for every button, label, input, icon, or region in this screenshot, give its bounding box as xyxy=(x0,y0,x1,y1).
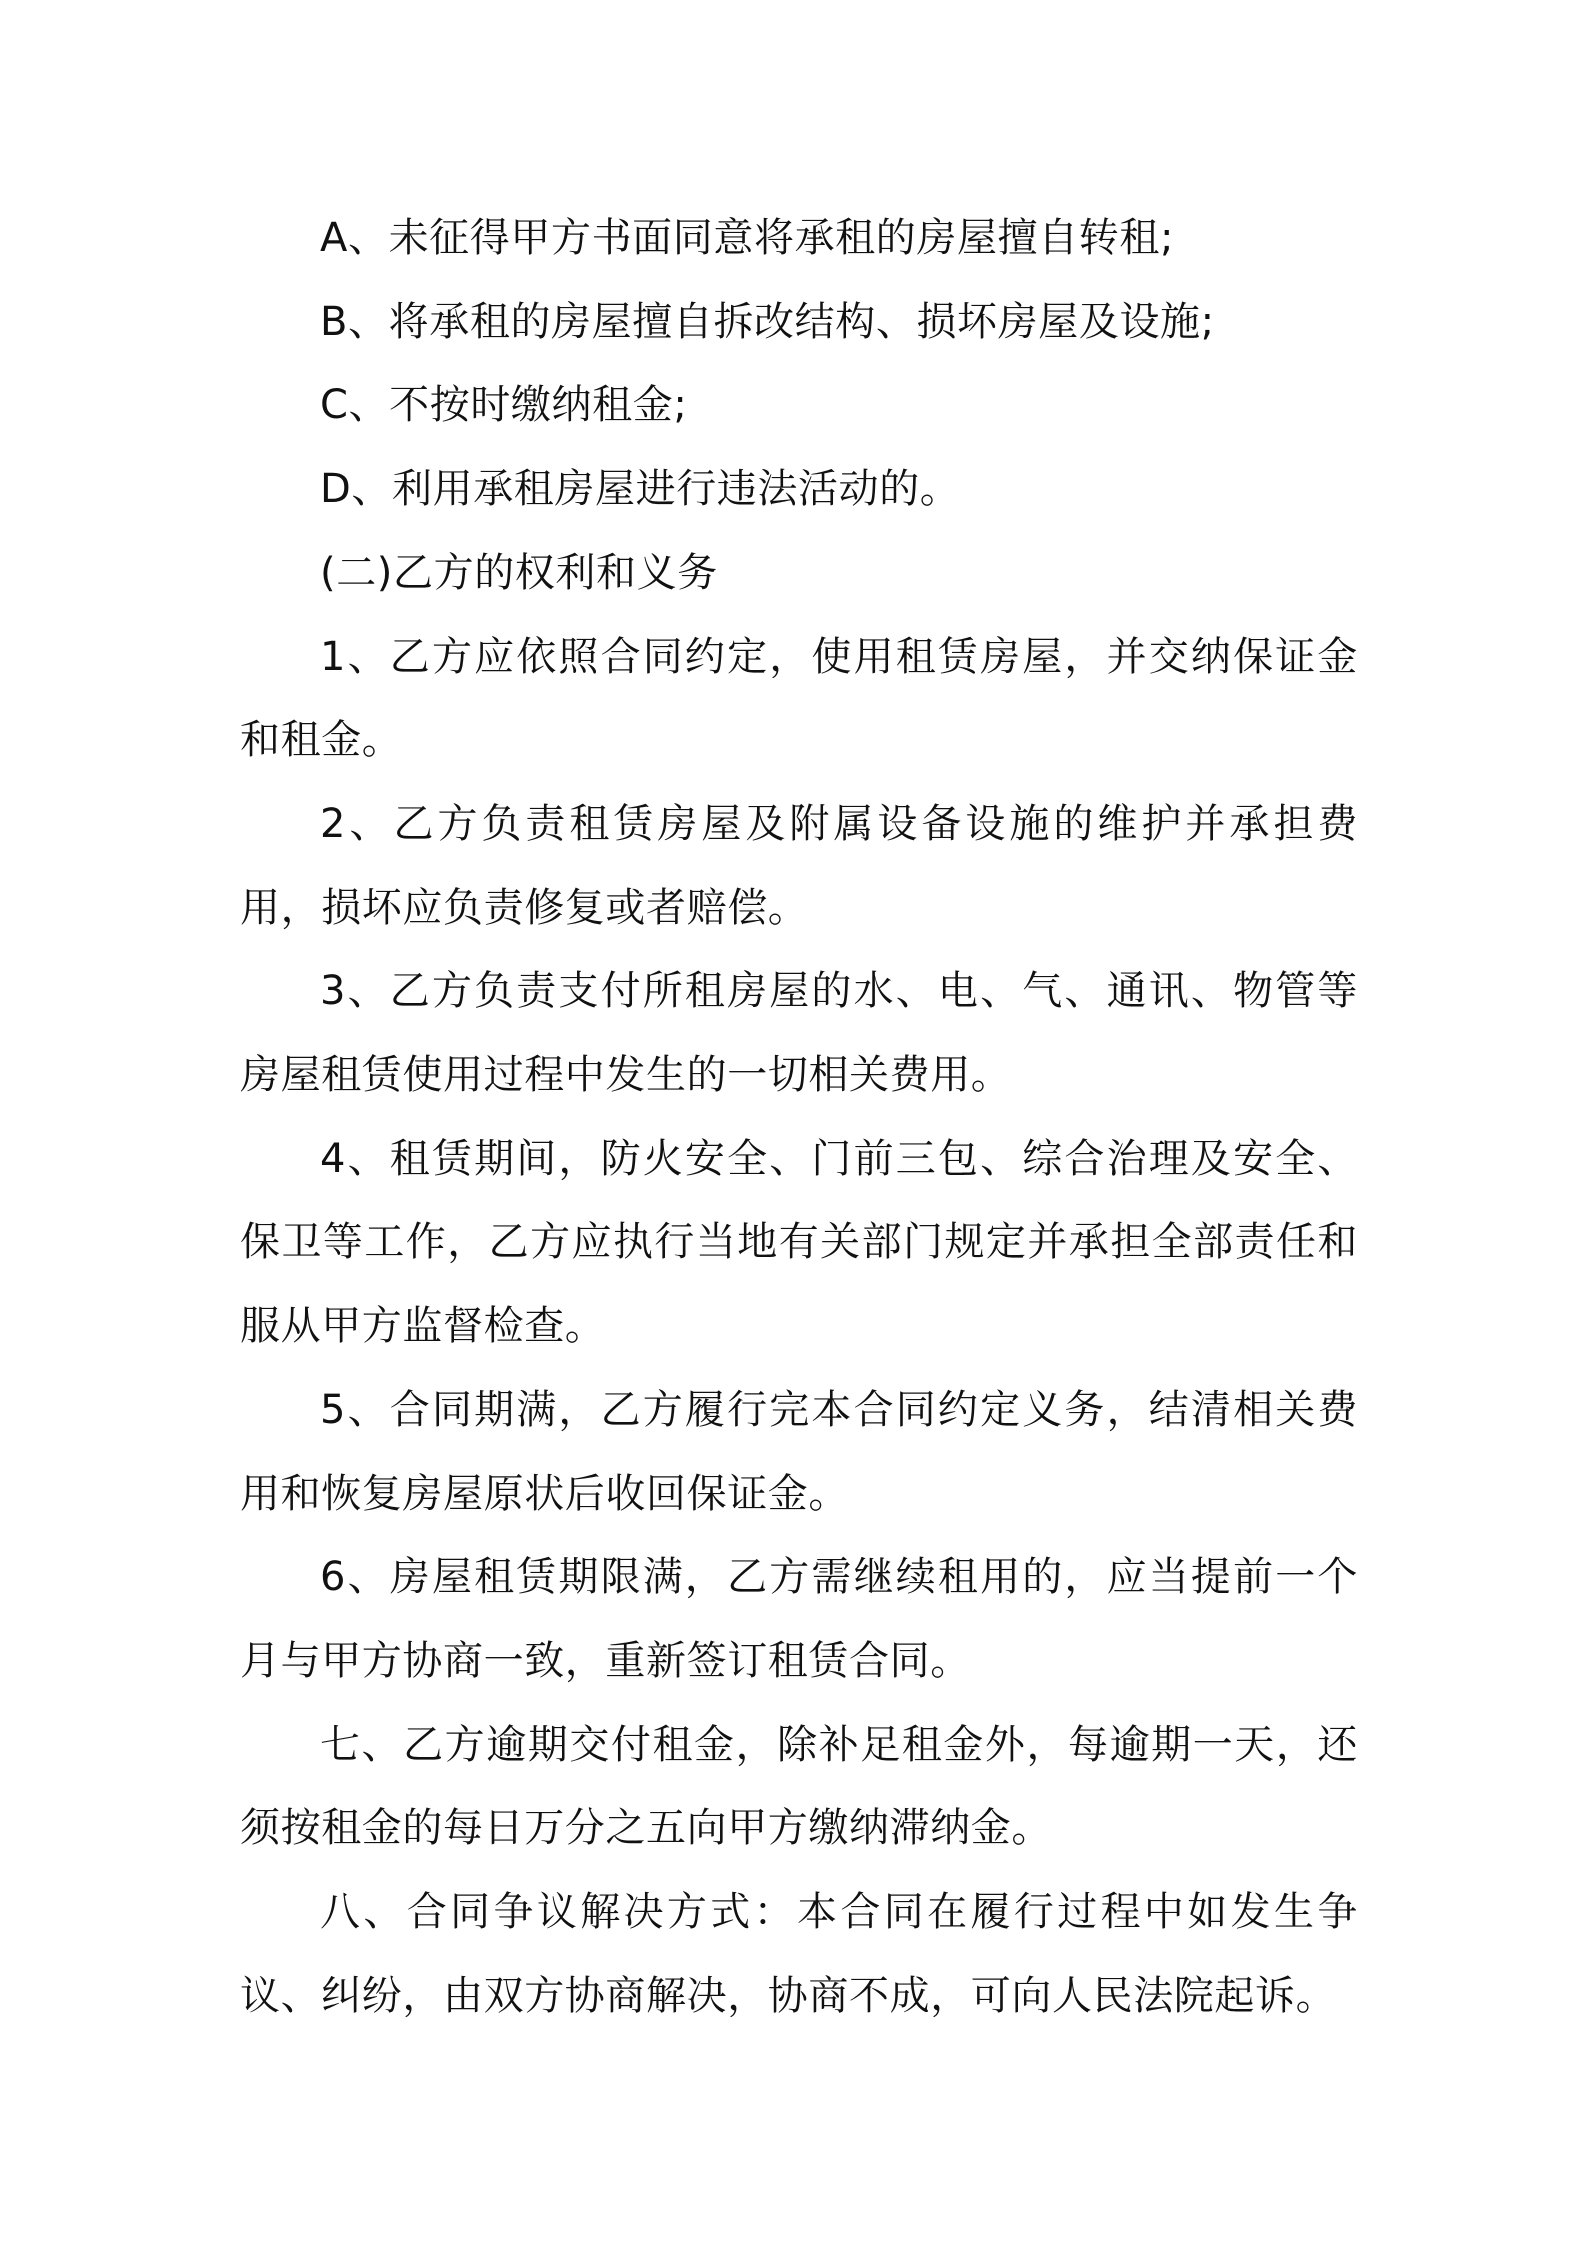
clause-eight: 八、合同争议解决方式：本合同在履行过程中如发生争议、纠纷，由双方协商解决，协商不成，可向人民法院起诉。 xyxy=(240,1889,1358,2019)
clause-4: 4、租赁期间，防火安全、门前三包、综合治理及安全、保卫等工作，乙方应执行当地有关部门规定并承担全部责任和服从甲方监督检查。 xyxy=(240,1135,1358,1350)
clause-1: 1、乙方应依照合同约定，使用租赁房屋，并交纳保证金和租金。 xyxy=(240,633,1358,764)
clause-b: B、将承租的房屋擅自拆改结构、损坏房屋及设施; xyxy=(320,298,1215,345)
document-body xyxy=(240,197,1358,2038)
clause-2: 2、乙方负责租赁房屋及附属设备设施的维护并承担费用，损坏应负责修复或者赔偿。 xyxy=(240,800,1358,931)
clause-5: 5、合同期满，乙方履行完本合同约定义务，结清相关费用和恢复房屋原状后收回保证金。 xyxy=(240,1386,1358,1517)
clause-c: C、不按时缴纳租金; xyxy=(320,382,688,429)
section-heading: (二)乙方的权利和义务 xyxy=(320,549,718,596)
clause-seven: 七、乙方逾期交付租金，除补足租金外，每逾期一天，还须按租金的每日万分之五向甲方缴纳滞纳金。 xyxy=(240,1721,1358,1852)
clause-3: 3、乙方负责支付所租房屋的水、电、气、通讯、物管等房屋租赁使用过程中发生的一切相关费用。 xyxy=(240,968,1358,1099)
clause-a: A、未征得甲方书面同意将承租的房屋擅自转租; xyxy=(320,215,1175,261)
clause-d: D、利用承租房屋进行违法活动的。 xyxy=(320,466,961,513)
clause-6: 6、房屋租赁期限满，乙方需继续租用的，应当提前一个月与甲方协商一致，重新签订租赁合同。 xyxy=(240,1554,1358,1684)
